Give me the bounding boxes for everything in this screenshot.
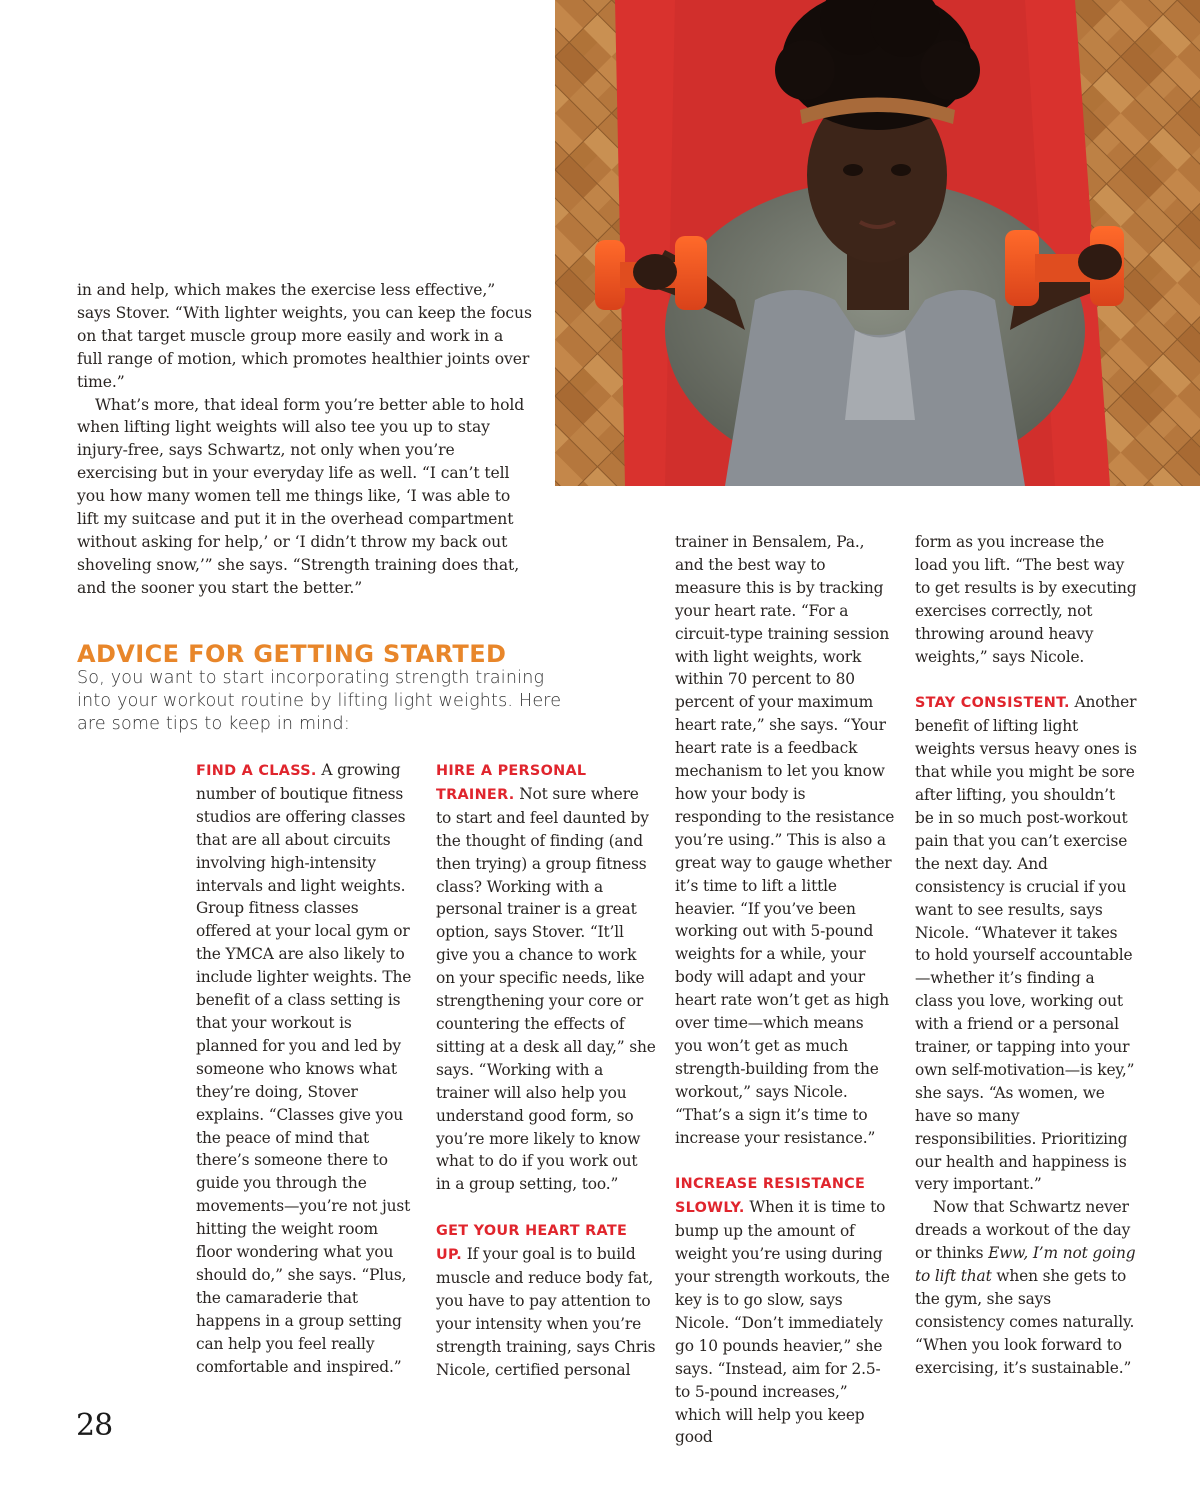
closing-paragraph <box>915 1196 1137 1379</box>
column-3 <box>675 531 895 1449</box>
hero-photo <box>555 0 1200 486</box>
section-heading: ADVICE FOR GETTING STARTED <box>77 640 507 668</box>
column-4 <box>915 531 1137 1380</box>
section-subhead: So, you want to start incorporating strength training into your workout routine by lifting light weights. Here are some tips to keep in mind: <box>77 668 562 735</box>
tip-heart-rate <box>436 1219 656 1381</box>
closing-text-italic: Eww, I’m not going to lift that <box>915 1244 1136 1286</box>
tip-lead: FIND A CLASS. <box>196 763 317 779</box>
tip-body: When it is time to bump up the amount of weight you’re using during your strength workouts, the key is to go slow, says Nicole. “Don’t immediately go 10 pounds heavier,” she says. “Instead, aim for 2.5- to 5-pound increases,” which will help you keep good <box>675 1198 890 1447</box>
tip-hire-trainer <box>436 759 656 1196</box>
tip-lead: HIRE A PERSONAL TRAINER. <box>436 763 587 803</box>
tip-increase-resistance <box>675 1172 895 1449</box>
tip-body: A growing number of boutique fitness studios are offering classes that are all about circuits involving high-intensity intervals and light weights. Group fitness classes offered at your local gym or the YMCA are also likely to include lighter weights. The benefit of a class setting is that your workout is planned for you and led by someone who knows what they’re doing, Stover explains. “Classes give you the peace of mind that there’s someone there to guide you through the movements—you’re not just hitting the weight room floor wondering what you should do,” she says. “Plus, the camaraderie that happens in a group setting can help you feel really comfortable and inspired.” <box>196 761 412 1376</box>
tip-increase-resistance-continued: form as you increase the load you lift. “The best way to get results is by executing exercises correctly, not throwing around heavy weights,” says Nicole. <box>915 533 1137 666</box>
intro-paragraph-1: in and help, which makes the exercise less effective,” says Stover. “With lighter weights, you can keep the focus on that target muscle group more easily and work in a full range of motion, which promotes healthier joints over time.” <box>77 281 532 391</box>
tip-lead: STAY CONSISTENT. <box>915 695 1070 712</box>
tip-find-class <box>196 759 416 1378</box>
tip-heart-rate-continued: trainer in Bensalem, Pa., and the best way to measure this is by tracking your heart rate. “For a circuit-type training session with light weights, work within 70 percent to 80 percent of your maximum heart rate,” she says. “Your heart rate is a feedback mechanism to let you know how your body is responding to the resistance you’re using.” This is also a great way to gauge whether it’s time to lift a little heavier. “If you’ve been working out with 5-pound weights for a while, your body will adapt and your heart rate won’t get as high over time—which means you won’t get as much strength-building from the workout,” says Nicole. “That’s a sign it’s time to increase your resistance.” <box>675 533 895 1147</box>
tip-body: Not sure where to start and feel daunted by the thought of finding (and then trying) a group fitness class? Working with a personal trainer is a great option, says Stover. “It’ll give you a chance to work on your specific needs, like strengthening your core or countering the effects of sitting at a desk all day,” she says. “Working with a trainer will also help you understand good form, so you’re more likely to know what to do if you work out in a group setting, too.” <box>436 784 656 1194</box>
column-2 <box>436 759 656 1382</box>
tip-lead: GET YOUR HEART RATE UP. <box>436 1223 628 1264</box>
tip-body: If your goal is to build muscle and reduce body fat, you have to pay attention to your intensity when you’re strength training, says Chris Nicole, certified personal <box>436 1245 656 1379</box>
intro-text <box>77 279 532 600</box>
tip-stay-consistent <box>915 691 1137 1196</box>
column-1 <box>196 759 416 1378</box>
closing-text-after: when she gets to the gym, she says consistency comes naturally. “When you look forward to exercising, it’s sustainable.” <box>915 1267 1135 1377</box>
closing-text-before: Now that Schwartz never dreads a workout of the day or thinks <box>915 1198 1131 1263</box>
intro-paragraph-2: What’s more, that ideal form you’re better able to hold when lifting light weights will also tee you up to stay injury-free, says Schwartz, not only when you’re exercising but in your everyday life as well. “I can’t tell you how many women tell me things like, ‘I was able to lift my suitcase and put it in the overhead compartment without asking for help,’ or ‘I didn’t throw my back out shoveling snow,’” she says. “Strength training does that, and the sooner you start the better.” <box>77 395 525 597</box>
page-number: 28 <box>76 1408 113 1443</box>
tip-lead: INCREASE RESISTANCE SLOWLY. <box>675 1176 866 1217</box>
tip-body: Another benefit of lifting light weights versus heavy ones is that while you might be sore after lifting, you shouldn’t be in so much post-workout pain that you can’t exercise the next day. And consistency is crucial if you want to see results, says Nicole. “Whatever it takes to hold yourself accountable—whether it’s finding a class you love, working out with a friend or a personal trainer, or tapping into your own self-motivation—is key,” she says. “As women, we have so many responsibilities. Prioritizing our health and happiness is very important.” <box>915 693 1137 1194</box>
